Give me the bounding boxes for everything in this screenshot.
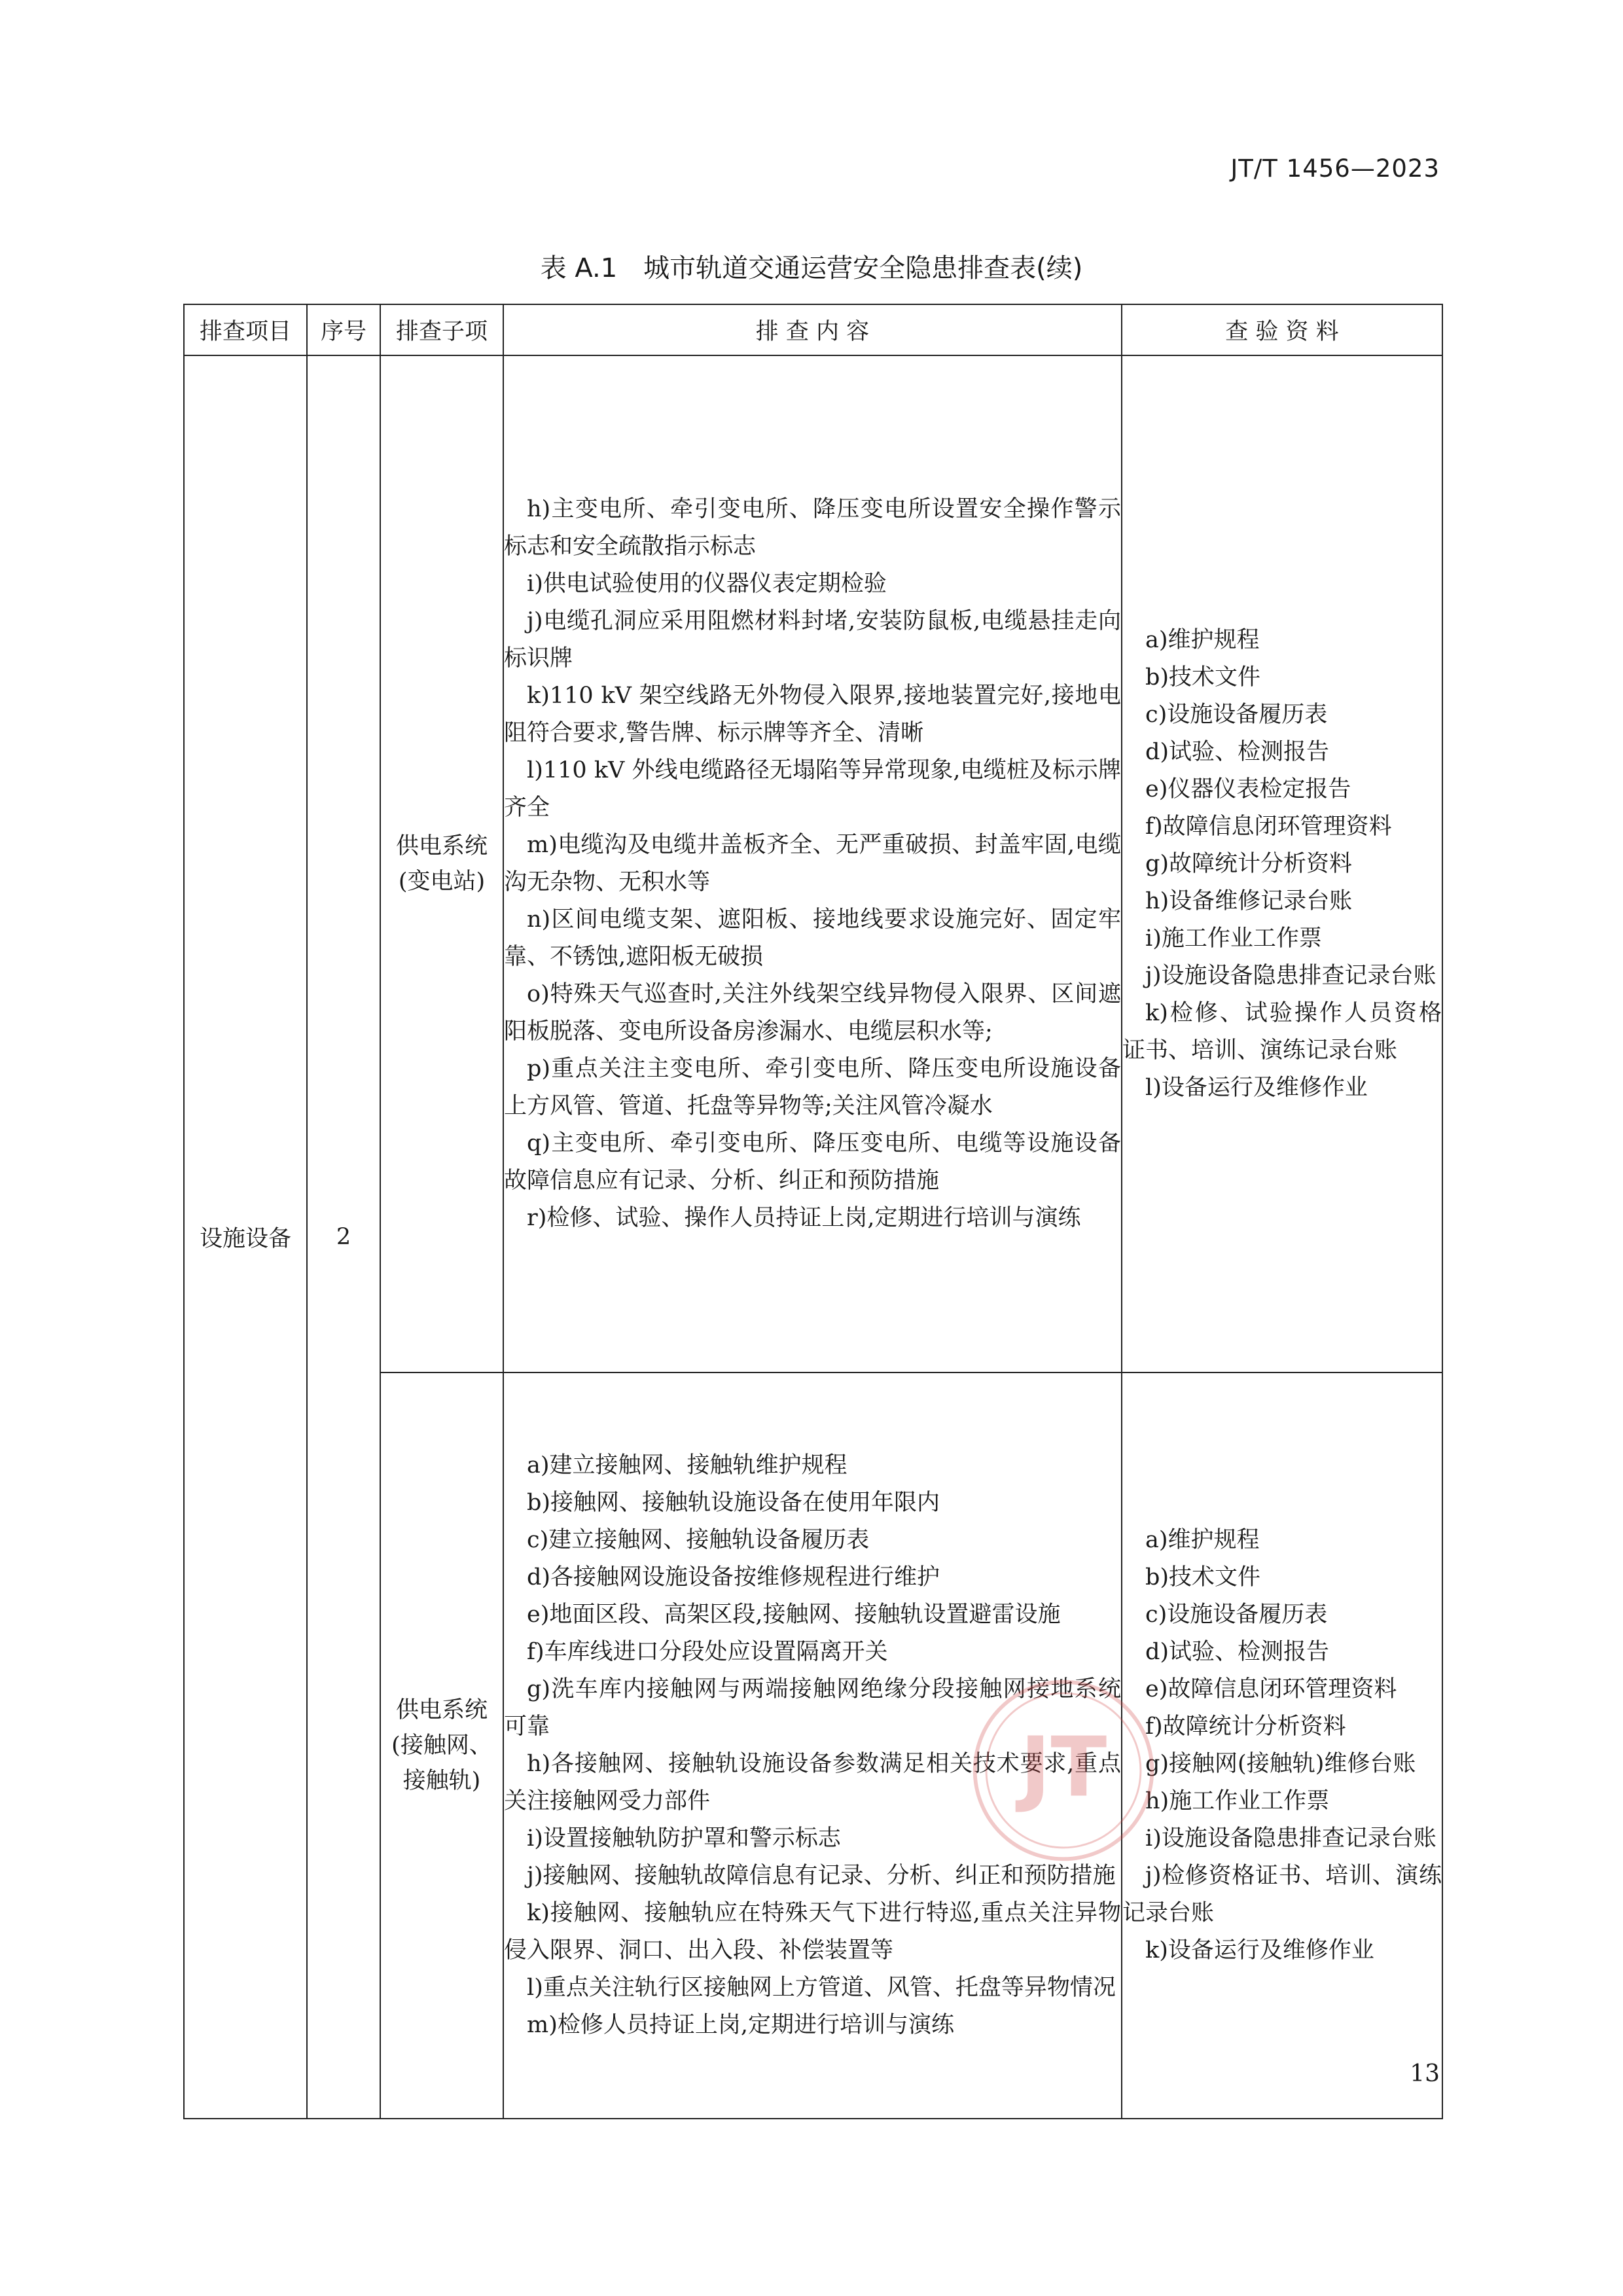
document-item: b)技术文件 <box>1145 664 1261 691</box>
document-item: g)接触网(接触轨)维修台账 <box>1145 1751 1416 1777</box>
content-cell <box>503 355 1122 1372</box>
page-number: 13 <box>1410 2060 1440 2087</box>
content-item: e)地面区段、高架区段,接触网、接触轨设置避雷设施 <box>527 1602 1061 1628</box>
content-item: c)建立接触网、接触轨设备履历表 <box>527 1527 870 1553</box>
document-item: i)设施设备隐患排查记录台账 <box>1145 1825 1436 1852</box>
content-item: q)主变电所、牵引变电所、降压变电所、电缆等设施设备故障信息应有记录、分析、纠正和预防措施 <box>504 1130 1121 1194</box>
content-item: d)各接触网设施设备按维修规程进行维护 <box>527 1564 940 1590</box>
document-item: d)试验、检测报告 <box>1145 738 1330 765</box>
document-item: k)设备运行及维修作业 <box>1145 1937 1374 1964</box>
content-item: a)建立接触网、接触轨维护规程 <box>527 1452 847 1479</box>
document-item: g)故障统计分析资料 <box>1145 850 1353 877</box>
document-item: j)设施设备隐患排查记录台账 <box>1145 962 1436 989</box>
table-caption-number: 表 A.1 <box>540 253 618 283</box>
content-item: k)接触网、接触轨应在特殊天气下进行特巡,重点关注异物侵入限界、洞口、出入段、补偿装置等 <box>504 1900 1121 1964</box>
category-cell: 设施设备 <box>184 355 307 2119</box>
content-item: h)主变电所、牵引变电所、降压变电所设置安全操作警示标志和安全疏散指示标志 <box>504 496 1121 560</box>
content-item: m)检修人员持证上岗,定期进行培训与演练 <box>527 2012 954 2038</box>
content-item: b)接触网、接触轨设施设备在使用年限内 <box>527 1490 940 1516</box>
table-header-row <box>184 304 1442 355</box>
document-item: h)设备维修记录台账 <box>1145 888 1353 914</box>
document-item: j)检修资格证书、培训、演练记录台账 <box>1122 1863 1442 1926</box>
content-item: m)电缆沟及电缆井盖板齐全、无严重破损、封盖牢固,电缆沟无杂物、无积水等 <box>504 832 1121 895</box>
document-item: f)故障统计分析资料 <box>1145 1713 1346 1740</box>
subitem-text: 供电系统 (变电站) <box>395 833 488 895</box>
header-documents: 查 验 资 料 <box>1122 304 1442 355</box>
documents-cell <box>1122 1372 1442 2119</box>
content-cell <box>503 1372 1122 2119</box>
content-item: i)供电试验使用的仪器仪表定期检验 <box>527 571 887 597</box>
content-item: l)110 kV 外线电缆路径无塌陷等异常现象,电缆桩及标示牌齐全 <box>504 757 1121 821</box>
content-item: k)110 kV 架空线路无外物侵入限界,接地装置完好,接地电阻符合要求,警告牌、标示牌等齐全、清晰 <box>504 683 1121 746</box>
document-item: a)维护规程 <box>1145 626 1260 653</box>
document-item: e)故障信息闭环管理资料 <box>1145 1676 1397 1702</box>
document-item: k)检修、试验操作人员资格证书、培训、演练记录台账 <box>1122 999 1442 1064</box>
document-item: h)施工作业工作票 <box>1145 1788 1330 1814</box>
svg-text:JT: JT <box>1020 1719 1107 1816</box>
content-item: j)接触网、接触轨故障信息有记录、分析、纠正和预防措施 <box>527 1863 1116 1889</box>
document-item: a)维护规程 <box>1145 1527 1260 1553</box>
subitem-cell <box>380 355 503 1372</box>
serial-cell: 2 <box>307 355 380 2119</box>
content-item: h)各接触网、接触轨设施设备参数满足相关技术要求,重点关注接触网受力部件 <box>504 1751 1121 1814</box>
table-row <box>184 355 1442 1372</box>
content-item: g)洗车库内接触网与两端接触网绝缘分段接触网接地系统可靠 <box>504 1676 1121 1740</box>
standard-code: JT/T 1456—2023 <box>1230 154 1440 183</box>
header-subitem: 排查子项 <box>380 304 503 355</box>
header-content: 排 查 内 容 <box>503 304 1122 355</box>
content-item: r)检修、试验、操作人员持证上岗,定期进行培训与演练 <box>527 1205 1081 1231</box>
document-item: c)设施设备履历表 <box>1145 701 1328 728</box>
subitem-cell <box>380 1372 503 2119</box>
content-item: j)电缆孔洞应采用阻燃材料封堵,安装防鼠板,电缆悬挂走向标识牌 <box>504 608 1121 672</box>
content-item: o)特殊天气巡查时,关注外线架空线异物侵入限界、区间遮阳板脱落、变电所设备房渗漏水、电缆层积水等; <box>504 981 1121 1045</box>
content-item: n)区间电缆支架、遮阳板、接地线要求设施完好、固定牢靠、不锈蚀,遮阳板无破损 <box>504 906 1121 970</box>
inspection-table <box>183 304 1443 2119</box>
document-item: d)试验、检测报告 <box>1145 1639 1330 1665</box>
subitem-text: 供电系统 (接触网、 接触轨) <box>391 1697 492 1794</box>
header-serial: 序号 <box>307 304 380 355</box>
content-item: f)车库线进口分段处应设置隔离开关 <box>527 1639 888 1665</box>
documents-cell <box>1122 355 1442 1372</box>
content-item: i)设置接触轨防护罩和警示标志 <box>527 1825 841 1852</box>
document-item: i)施工作业工作票 <box>1145 925 1322 952</box>
table-caption-text: 城市轨道交通运营安全隐患排查表(续) <box>643 253 1083 283</box>
document-item: l)设备运行及维修作业 <box>1145 1074 1368 1101</box>
document-item: e)仪器仪表检定报告 <box>1145 776 1351 802</box>
table-caption <box>0 247 1623 285</box>
document-item: b)技术文件 <box>1145 1564 1261 1590</box>
content-item: p)重点关注主变电所、牵引变电所、降压变电所设施设备上方风管、管道、托盘等异物等;关注风管冷凝水 <box>504 1056 1121 1119</box>
header-category: 排查项目 <box>184 304 307 355</box>
document-item: f)故障信息闭环管理资料 <box>1145 813 1392 840</box>
content-item: l)重点关注轨行区接触网上方管道、风管、托盘等异物情况 <box>527 1975 1116 2001</box>
document-item: c)设施设备履历表 <box>1145 1602 1328 1628</box>
